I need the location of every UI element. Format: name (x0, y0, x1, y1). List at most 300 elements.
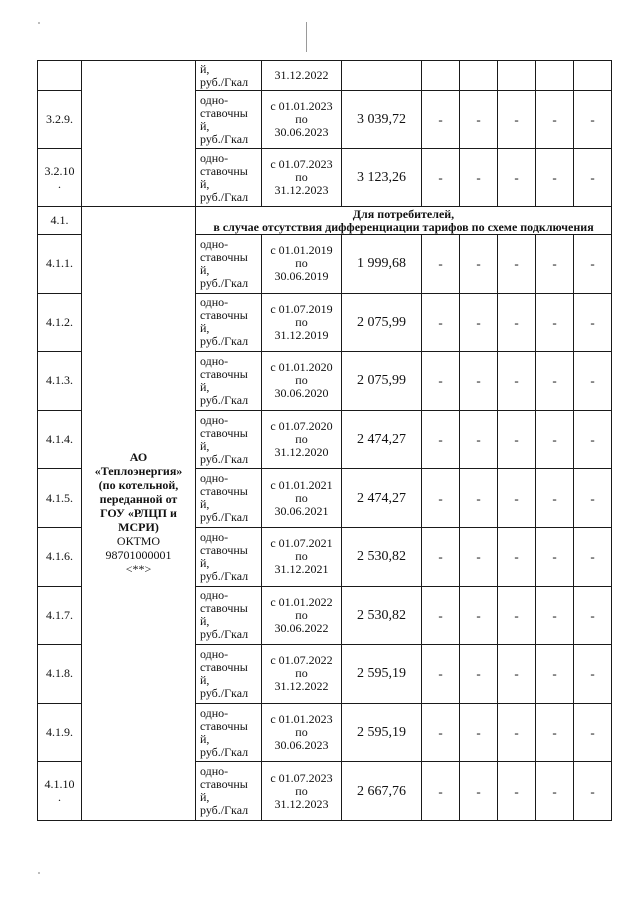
empty-value-cell (460, 149, 498, 207)
period-text (262, 479, 341, 518)
period-text-line: 31.12.2021 (274, 562, 329, 577)
unit-text-line: одно- (200, 529, 229, 544)
empty-value-cell (574, 149, 612, 207)
empty-value-cell (422, 469, 460, 528)
tariff-value-cell (342, 91, 422, 149)
row-number-cell (38, 91, 82, 149)
empty-value-cell (536, 469, 574, 528)
unit-text (200, 589, 261, 641)
period-text-line: с 01.01.2023 (270, 712, 333, 727)
period-text-line: 31.12.2020 (274, 445, 329, 460)
tariff-value-cell (342, 762, 422, 821)
unit-text-line: одно- (200, 353, 229, 368)
tariff-value-cell (342, 352, 422, 411)
dash-mark: - (476, 783, 481, 799)
unit-text-line: й, (200, 61, 210, 76)
empty-value-cell (536, 61, 574, 91)
unit-text-line: ставочны (200, 105, 248, 120)
row-number: 4.1.6. (46, 549, 73, 564)
organization-cell-prev (82, 61, 196, 207)
empty-value-cell (574, 762, 612, 821)
section-row (38, 207, 612, 235)
unit-text-line: й, (200, 262, 210, 277)
dash-mark: - (476, 170, 481, 185)
unit-cell (196, 645, 262, 704)
unit-text-line: одно- (200, 150, 229, 165)
tariff-value-cell (342, 235, 422, 294)
row-number-cell (38, 527, 82, 586)
period-cell (262, 91, 342, 149)
period-text-line: с 01.07.2020 (270, 419, 333, 434)
unit-text-line: одно- (200, 705, 229, 720)
dash-mark: - (476, 725, 481, 741)
period-text: 31.12.2022 (274, 68, 329, 82)
section-heading-line: в случае отсутствия дифференциации тарифов по схеме подключения (213, 219, 594, 234)
empty-value-cell (536, 235, 574, 294)
oktmo-line: 98701000001 (105, 548, 172, 563)
unit-cell (196, 293, 262, 352)
dash-mark: - (514, 490, 519, 506)
dash-mark: - (438, 170, 443, 185)
scan-speck (38, 872, 40, 874)
period-cell (262, 149, 342, 207)
tariff-value-cell (342, 61, 422, 91)
period-text-line: по (295, 373, 308, 388)
row-number-cell (38, 149, 82, 207)
empty-value-cell (460, 352, 498, 411)
dash-mark: - (552, 725, 557, 741)
unit-text-line: руб./Гкал (200, 627, 249, 642)
row-number: 4.1.10 . (44, 777, 75, 805)
unit-text-line: й, (200, 118, 210, 133)
unit-cell (196, 703, 262, 762)
dash-mark: - (590, 314, 595, 330)
unit-text (200, 531, 261, 583)
period-cell (262, 293, 342, 352)
dash-mark: - (552, 112, 557, 127)
unit-text (200, 707, 261, 759)
empty-value-cell (536, 293, 574, 352)
unit-text-line: ставочны (200, 718, 248, 733)
period-cell (262, 703, 342, 762)
empty-value-cell (498, 410, 536, 469)
row-number-cell (38, 586, 82, 645)
period-text-line: с 01.01.2022 (270, 594, 333, 609)
dash-mark: - (438, 549, 443, 565)
empty-value-cell (498, 91, 536, 149)
empty-value-cell (574, 645, 612, 704)
tariff-value: 3 039,72 (357, 112, 406, 127)
dash-mark: - (552, 256, 557, 272)
unit-text-line: ставочны (200, 308, 248, 323)
empty-value-cell (422, 235, 460, 294)
dash-mark: - (438, 256, 443, 272)
empty-value-cell (460, 235, 498, 294)
empty-value-cell (498, 469, 536, 528)
unit-cell (196, 149, 262, 207)
unit-cell (196, 410, 262, 469)
unit-text-line: одно- (200, 646, 229, 661)
organization-name-line: «Теплоэнергия» (94, 464, 183, 479)
dash-mark: - (514, 725, 519, 741)
empty-value-cell (422, 293, 460, 352)
unit-text-line: ставочны (200, 425, 248, 440)
period-cell (262, 645, 342, 704)
row-number-cell (38, 645, 82, 704)
period-text-line: с 01.07.2019 (270, 301, 333, 316)
period-text-line: с 01.01.2023 (270, 99, 333, 113)
dash-mark: - (438, 432, 443, 448)
row-number: 3.2.9. (46, 112, 73, 126)
dash-mark: - (514, 549, 519, 565)
unit-text-line: руб./Гкал (200, 189, 249, 204)
tariff-value: 3 123,26 (357, 170, 406, 185)
unit-text-line: ставочны (200, 659, 248, 674)
empty-value-cell (460, 91, 498, 149)
unit-text (200, 94, 261, 146)
empty-value-cell (460, 293, 498, 352)
period-text-line: 30.06.2023 (274, 738, 329, 753)
dash-mark: - (438, 783, 443, 799)
row-number-cell (38, 703, 82, 762)
unit-text (200, 296, 261, 348)
dash-mark: - (590, 490, 595, 506)
unit-text-line: одно- (200, 92, 229, 107)
dash-mark: - (590, 607, 595, 623)
unit-text-line: й, (200, 672, 210, 687)
empty-value-cell (460, 645, 498, 704)
empty-value-cell (536, 645, 574, 704)
unit-text (200, 238, 261, 290)
tariff-value: 2 530,82 (357, 607, 406, 623)
period-text-line: по (295, 256, 308, 271)
table-row (38, 61, 612, 91)
period-text-line: по (295, 783, 308, 798)
dash-mark: - (476, 607, 481, 623)
period-text-line: по (295, 666, 308, 681)
tariff-value: 2 595,19 (357, 666, 406, 682)
row-number-cell (38, 469, 82, 528)
unit-cell (196, 352, 262, 411)
empty-value-cell (422, 352, 460, 411)
period-text-line: 30.06.2019 (274, 269, 329, 284)
period-text-line: 30.06.2022 (274, 620, 329, 635)
scan-speck (38, 22, 40, 24)
period-text-line: с 01.07.2023 (270, 770, 333, 785)
unit-text-line: ставочны (200, 777, 248, 792)
dash-mark: - (476, 432, 481, 448)
empty-value-cell (460, 586, 498, 645)
empty-value-cell (536, 762, 574, 821)
period-text-line: 31.12.2019 (274, 327, 329, 342)
period-text-line: по (295, 607, 308, 622)
dash-mark: - (438, 112, 443, 127)
period-text-line: по (295, 490, 308, 505)
tariff-value: 2 530,82 (357, 549, 406, 565)
unit-text-line: й, (200, 790, 210, 805)
unit-text-line: одно- (200, 236, 229, 251)
unit-text-line: й, (200, 497, 210, 512)
tariff-value: 2 474,27 (357, 490, 406, 506)
empty-value-cell (422, 527, 460, 586)
period-text-line: 30.06.2021 (274, 503, 329, 518)
row-number: 4.1.4. (46, 432, 73, 447)
period-cell (262, 410, 342, 469)
empty-value-cell (574, 527, 612, 586)
period-text-line: 30.06.2023 (274, 125, 329, 139)
unit-cell (196, 586, 262, 645)
unit-text (200, 472, 261, 524)
empty-value-cell (574, 703, 612, 762)
dash-mark: - (438, 725, 443, 741)
dash-mark: - (590, 725, 595, 741)
organization-name (82, 450, 195, 576)
period-cell (262, 352, 342, 411)
row-number: 3.2.10 . (44, 163, 75, 191)
unit-text-line: й, (200, 555, 210, 570)
organization-name-line: МСРИ) (118, 520, 159, 535)
period-text-line: 31.12.2022 (274, 679, 329, 694)
tariff-value-cell (342, 703, 422, 762)
unit-text-line: й, (200, 176, 210, 191)
dash-mark: - (514, 432, 519, 448)
dash-mark: - (476, 490, 481, 506)
empty-value-cell (422, 586, 460, 645)
unit-cell (196, 91, 262, 149)
section-heading-line: Для потребителей, (352, 206, 455, 221)
dash-mark: - (476, 549, 481, 565)
dash-mark: - (552, 373, 557, 389)
tariff-value-cell (342, 527, 422, 586)
tariff-value-cell (342, 645, 422, 704)
period-text (262, 244, 341, 283)
unit-text (200, 63, 261, 89)
unit-cell (196, 527, 262, 586)
period-text (262, 361, 341, 400)
dash-mark: - (552, 607, 557, 623)
empty-value-cell (574, 410, 612, 469)
tariff-value: 1 999,68 (357, 256, 406, 272)
unit-text-line: й, (200, 438, 210, 453)
unit-text-line: й, (200, 731, 210, 746)
unit-cell (196, 762, 262, 821)
dash-mark: - (476, 666, 481, 682)
organization-name-line: АО (129, 450, 148, 465)
empty-value-cell (422, 410, 460, 469)
dash-mark: - (514, 314, 519, 330)
period-text-line: по (295, 549, 308, 564)
empty-value-cell (498, 762, 536, 821)
tariff-value-cell (342, 149, 422, 207)
dash-mark: - (590, 666, 595, 682)
unit-cell (196, 235, 262, 294)
unit-text-line: руб./Гкал (200, 685, 249, 700)
section-heading-cell (196, 207, 612, 235)
empty-value-cell (574, 293, 612, 352)
tariff-value: 2 595,19 (357, 725, 406, 741)
tariff-value: 2 075,99 (357, 373, 406, 389)
dash-mark: - (552, 549, 557, 565)
dash-mark: - (552, 432, 557, 448)
dash-mark: - (552, 170, 557, 185)
dash-mark: - (476, 112, 481, 127)
empty-value-cell (498, 293, 536, 352)
empty-value-cell (536, 586, 574, 645)
dash-mark: - (590, 256, 595, 272)
organization-name-line: переданной от (99, 492, 178, 507)
period-text (262, 772, 341, 811)
unit-text-line: руб./Гкал (200, 392, 249, 407)
tariff-value: 2 075,99 (357, 314, 406, 330)
dash-mark: - (438, 666, 443, 682)
empty-value-cell (422, 703, 460, 762)
unit-text-line: руб./Гкал (200, 803, 249, 818)
empty-value-cell (498, 352, 536, 411)
empty-value-cell (536, 410, 574, 469)
unit-text-line: руб./Гкал (200, 131, 249, 146)
empty-value-cell (536, 527, 574, 586)
row-number: 4.1. (50, 213, 69, 227)
organization-name-line: ГОУ «РЛЦП и (100, 506, 177, 521)
row-number-cell (38, 293, 82, 352)
dash-mark: - (514, 170, 519, 185)
empty-value-cell (498, 149, 536, 207)
empty-value-cell (498, 527, 536, 586)
empty-value-cell (574, 469, 612, 528)
empty-value-cell (460, 469, 498, 528)
dash-mark: - (590, 373, 595, 389)
empty-value-cell (574, 586, 612, 645)
dash-mark: - (514, 666, 519, 682)
empty-value-cell (498, 645, 536, 704)
empty-value-cell (460, 410, 498, 469)
period-cell (262, 235, 342, 294)
dash-mark: - (552, 314, 557, 330)
unit-text (200, 414, 261, 466)
period-cell (262, 469, 342, 528)
row-number: 4.1.7. (46, 607, 73, 622)
dash-mark: - (438, 314, 443, 330)
unit-text-line: руб./Гкал (200, 275, 249, 290)
empty-value-cell (536, 149, 574, 207)
period-cell (262, 762, 342, 821)
period-text-line: по (295, 314, 308, 329)
unit-text-line: одно- (200, 412, 229, 427)
dash-mark: - (438, 490, 443, 506)
empty-value-cell (574, 61, 612, 91)
empty-value-cell (536, 352, 574, 411)
dash-mark: - (552, 490, 557, 506)
row-number: 4.1.5. (46, 490, 73, 505)
period-text-line: с 01.07.2021 (270, 536, 333, 551)
row-number-cell (38, 207, 82, 235)
row-number-cell (38, 762, 82, 821)
row-number-cell (38, 410, 82, 469)
unit-text-line: руб./Гкал (200, 510, 249, 525)
dash-mark: - (514, 373, 519, 389)
unit-text-line: ставочны (200, 484, 248, 499)
dash-mark: - (590, 112, 595, 127)
dash-mark: - (514, 256, 519, 272)
empty-value-cell (574, 352, 612, 411)
tariff-value-cell (342, 469, 422, 528)
dash-mark: - (552, 666, 557, 682)
unit-text (200, 152, 261, 204)
period-text (262, 303, 341, 342)
tariff-value: 2 474,27 (357, 432, 406, 448)
unit-text-line: руб./Гкал (200, 744, 249, 759)
empty-value-cell (422, 645, 460, 704)
empty-value-cell (498, 61, 536, 91)
empty-value-cell (460, 527, 498, 586)
dash-mark: - (590, 432, 595, 448)
empty-value-cell (460, 703, 498, 762)
unit-text-line: одно- (200, 588, 229, 603)
dash-mark: - (438, 607, 443, 623)
organization-name-line: (по котельной, (98, 478, 179, 493)
unit-text (200, 648, 261, 700)
unit-text-line: й, (200, 614, 210, 629)
period-text (262, 158, 341, 197)
period-text-line: с 01.01.2021 (270, 477, 333, 492)
unit-text-line: одно- (200, 471, 229, 486)
dash-mark: - (514, 112, 519, 127)
unit-text (200, 355, 261, 407)
period-text (262, 596, 341, 635)
unit-cell (196, 61, 262, 91)
period-text-line: 31.12.2023 (274, 796, 329, 811)
row-number-cell (38, 235, 82, 294)
unit-text-line: ставочны (200, 542, 248, 557)
unit-text-line: ставочны (200, 366, 248, 381)
period-text-line: с 01.01.2019 (270, 243, 333, 258)
tariff-table (37, 60, 612, 821)
period-cell (262, 527, 342, 586)
dash-mark: - (476, 256, 481, 272)
row-number: 4.1.3. (46, 373, 73, 388)
period-text (262, 537, 341, 576)
row-number: 4.1.2. (46, 314, 73, 329)
row-number: 4.1.9. (46, 725, 73, 740)
empty-value-cell (422, 61, 460, 91)
period-text (262, 420, 341, 459)
period-text-line: по (295, 432, 308, 447)
unit-text-line: руб./Гкал (200, 334, 249, 349)
dash-mark: - (476, 314, 481, 330)
unit-text-line: руб./Гкал (200, 451, 249, 466)
empty-value-cell (536, 91, 574, 149)
period-text-line: с 01.07.2022 (270, 653, 333, 668)
empty-value-cell (422, 91, 460, 149)
unit-text-line: й, (200, 379, 210, 394)
empty-value-cell (498, 586, 536, 645)
unit-text-line: й, (200, 321, 210, 336)
row-number: 4.1.1. (46, 256, 73, 271)
dash-mark: - (438, 373, 443, 389)
unit-text (200, 765, 261, 817)
unit-text-line: ставочны (200, 163, 248, 178)
tariff-value-cell (342, 293, 422, 352)
empty-value-cell (574, 235, 612, 294)
tariff-value: 2 667,76 (357, 783, 406, 799)
tariff-value-cell (342, 410, 422, 469)
row-number: 4.1.8. (46, 666, 73, 681)
dash-mark: - (590, 549, 595, 565)
dash-mark: - (476, 373, 481, 389)
empty-value-cell (460, 762, 498, 821)
dash-mark: - (590, 783, 595, 799)
empty-value-cell (536, 703, 574, 762)
